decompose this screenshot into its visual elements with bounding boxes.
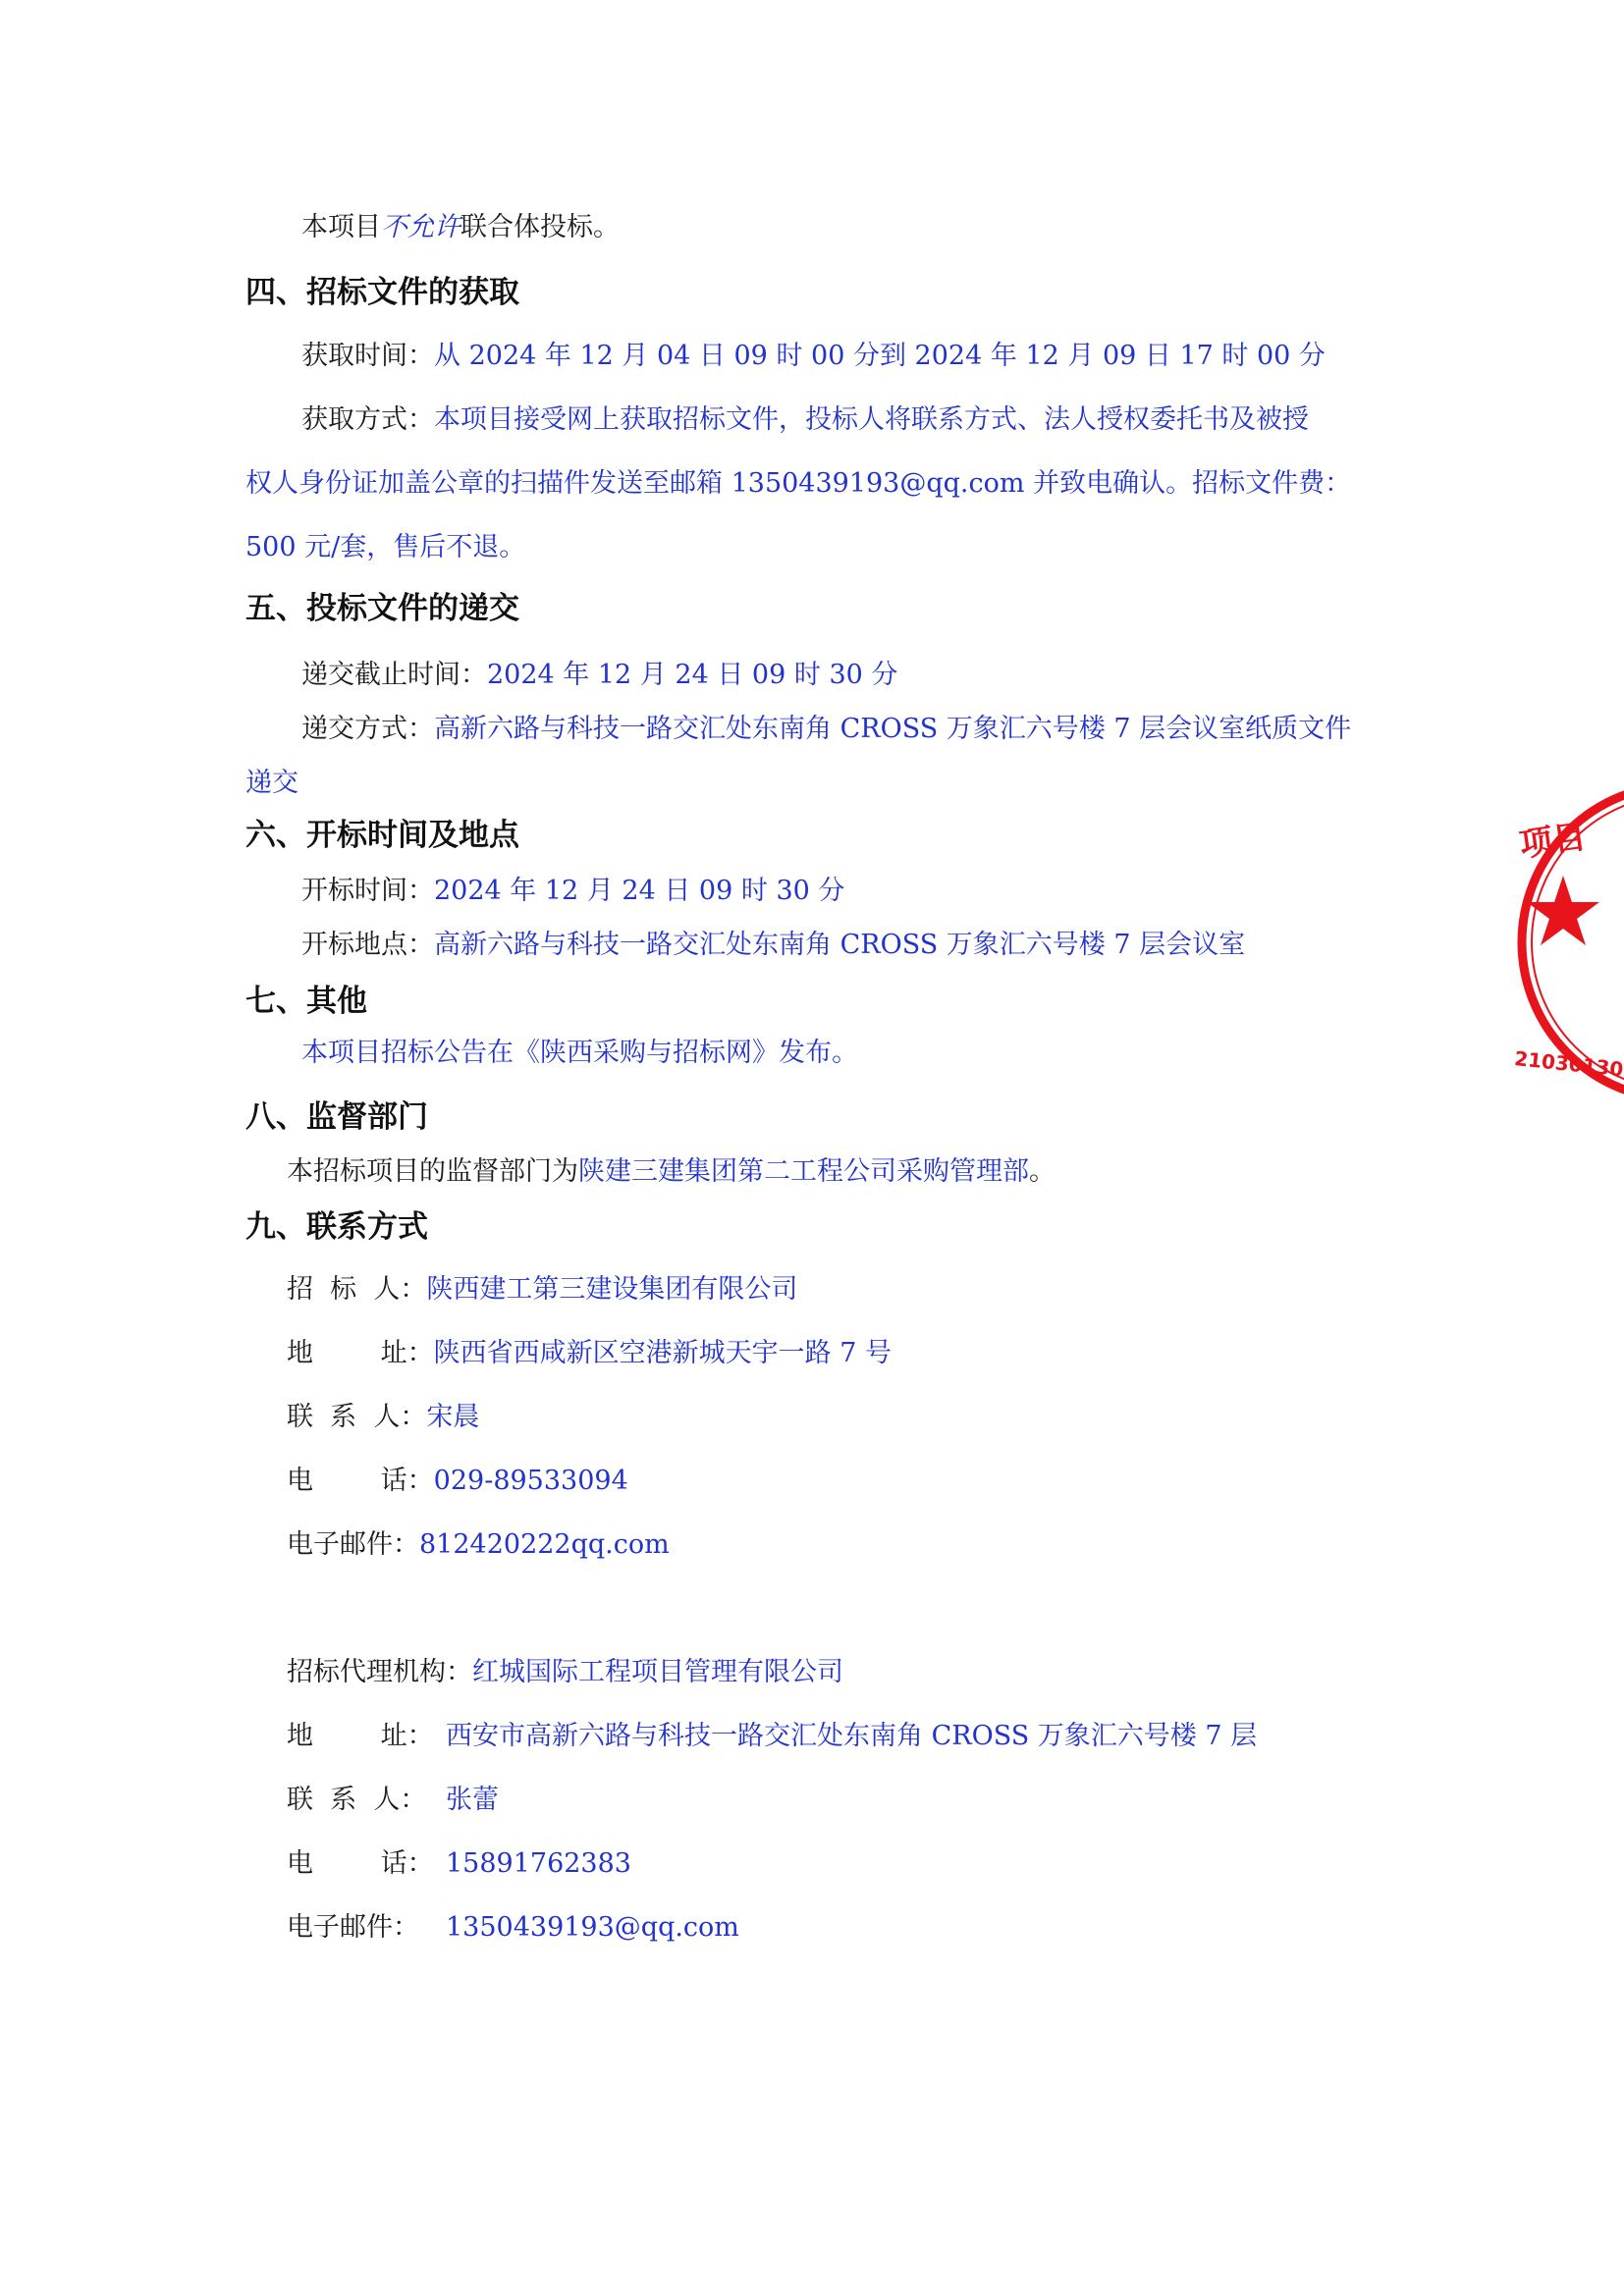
opening-place-label: 开标地点： xyxy=(301,930,434,960)
tenderer-email-label: 电子邮件： xyxy=(287,1529,419,1560)
submit-deadline-row xyxy=(301,658,897,693)
tenderer-address-row xyxy=(287,1336,892,1371)
supervision-statement xyxy=(287,1154,1056,1190)
submit-method-value-2: 递交 xyxy=(245,768,298,798)
agency-name-label: 招标代理机构： xyxy=(287,1657,472,1687)
acquire-time-label: 获取时间： xyxy=(301,341,434,371)
heading-section-8: 八、监督部门 xyxy=(245,1099,428,1135)
acquire-method-label: 获取方式： xyxy=(301,404,434,435)
tenderer-name-row xyxy=(287,1272,797,1308)
publication-notice: 本项目招标公告在《陕西采购与招标网》发布。 xyxy=(301,1038,858,1068)
acquire-method-value-3: 500 元/套，售后不退。 xyxy=(245,532,526,562)
submit-method-label: 递交方式： xyxy=(301,714,434,744)
consortium-prefix: 本项目 xyxy=(301,212,381,242)
tenderer-phone-value: 029-89533094 xyxy=(433,1466,628,1496)
seal-bottom-text: 21030130 xyxy=(1513,1046,1624,1082)
opening-time-label: 开标时间： xyxy=(301,876,434,906)
supervision-dept: 陕建三建集团第二工程公司采购管理部 xyxy=(578,1156,1029,1187)
acquire-method-value-1: 本项目接受网上获取招标文件，投标人将联系方式、法人授权委托书及被授 xyxy=(434,404,1309,435)
agency-phone-label: 电 话： xyxy=(287,1848,434,1879)
supervision-suffix: 。 xyxy=(1029,1156,1056,1187)
opening-place-row xyxy=(301,928,1245,963)
tenderer-contact-label: 联 系 人： xyxy=(287,1402,427,1432)
submit-deadline-label: 递交截止时间： xyxy=(301,660,487,690)
seal-graphic xyxy=(1512,775,1624,1109)
agency-address-value: 西安市高新六路与科技一路交汇处东南角 CROSS 万象汇六号楼 7 层 xyxy=(446,1721,1258,1751)
heading-section-7: 七、其他 xyxy=(245,984,367,1019)
agency-email-label: 电子邮件： xyxy=(287,1912,419,1943)
consortium-statement xyxy=(301,210,620,245)
agency-phone-row xyxy=(287,1846,631,1882)
agency-contact-value: 张蕾 xyxy=(446,1785,499,1815)
seal-star-icon xyxy=(1527,876,1599,945)
opening-place-value: 高新六路与科技一路交汇处东南角 CROSS 万象汇六号楼 7 层会议室 xyxy=(434,930,1246,960)
acquire-method-row xyxy=(301,402,1309,438)
opening-time-row xyxy=(301,874,844,909)
consortium-emphasis: 不允许 xyxy=(381,212,460,242)
acquire-method-value-2: 权人身份证加盖公章的扫描件发送至邮箱 1350439193@qq.com 并致电确认。招标文件费： xyxy=(245,468,1352,499)
tenderer-name-label: 招 标 人： xyxy=(287,1274,427,1305)
tenderer-email-value: 812420222qq.com xyxy=(419,1529,670,1560)
heading-section-9: 九、联系方式 xyxy=(245,1209,428,1245)
agency-address-row xyxy=(287,1719,1257,1754)
consortium-suffix: 联合体投标。 xyxy=(460,212,620,242)
tenderer-address-label: 地 址： xyxy=(287,1338,434,1368)
agency-name-value: 红城国际工程项目管理有限公司 xyxy=(472,1657,843,1687)
submit-deadline-value: 2024 年 12 月 24 日 09 时 30 分 xyxy=(487,660,898,690)
official-seal xyxy=(1512,775,1624,1109)
submit-method-row xyxy=(301,712,1351,747)
tenderer-contact-row xyxy=(287,1400,479,1435)
tenderer-name-value: 陕西建工第三建设集团有限公司 xyxy=(426,1274,798,1305)
agency-name-row xyxy=(287,1655,843,1690)
agency-email-value: 1350439193@qq.com xyxy=(446,1912,739,1943)
acquire-time-value: 从 2024 年 12 月 04 日 09 时 00 分到 2024 年 12 月 09 日 17 时 00 分 xyxy=(434,341,1326,371)
submit-method-value-1: 高新六路与科技一路交汇处东南角 CROSS 万象汇六号楼 7 层会议室纸质文件 xyxy=(434,714,1352,744)
agency-phone-value: 15891762383 xyxy=(446,1848,631,1879)
opening-time-value: 2024 年 12 月 24 日 09 时 30 分 xyxy=(434,876,845,906)
heading-section-4: 四、招标文件的获取 xyxy=(245,275,519,310)
agency-contact-label: 联 系 人： xyxy=(287,1785,427,1815)
tenderer-phone-label: 电 话： xyxy=(287,1466,434,1496)
seal-top-text: 项目 xyxy=(1517,817,1590,866)
tenderer-phone-row xyxy=(287,1464,628,1499)
agency-address-label: 地 址： xyxy=(287,1721,434,1751)
acquire-time-row xyxy=(301,339,1326,374)
agency-contact-row xyxy=(287,1783,499,1818)
tenderer-email-row xyxy=(287,1527,670,1563)
heading-section-5: 五、投标文件的递交 xyxy=(245,591,519,626)
agency-email-row xyxy=(287,1910,739,1946)
tenderer-contact-value: 宋晨 xyxy=(426,1402,480,1432)
heading-section-6: 六、开标时间及地点 xyxy=(245,818,519,853)
supervision-prefix: 本招标项目的监督部门为 xyxy=(287,1156,578,1187)
tenderer-address-value: 陕西省西咸新区空港新城天宇一路 7 号 xyxy=(433,1338,893,1368)
